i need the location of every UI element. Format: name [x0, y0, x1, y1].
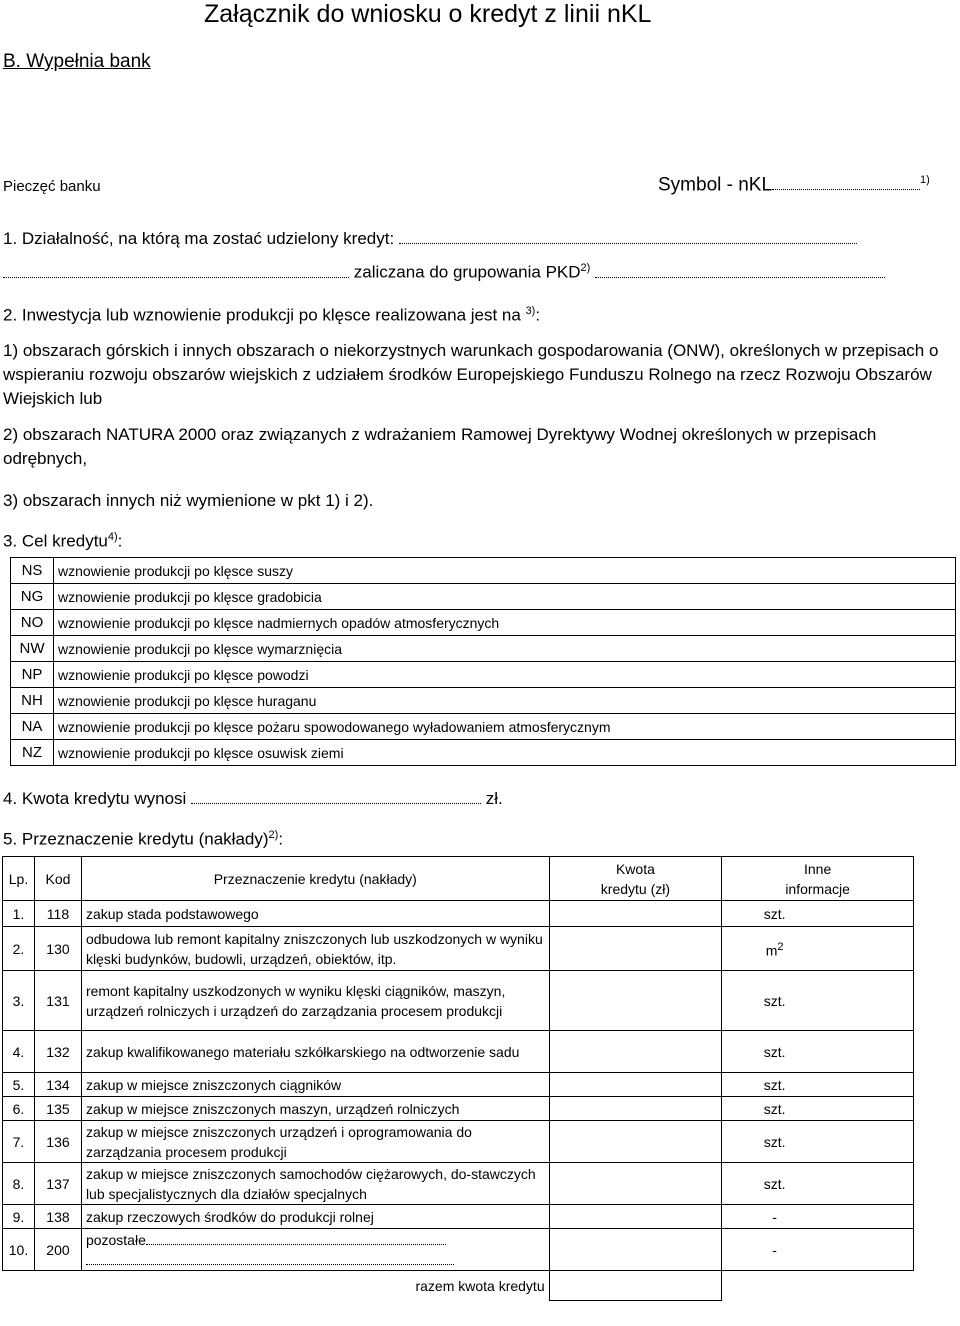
purpose-lp: 1. — [3, 901, 35, 927]
goal-table — [10, 557, 956, 766]
purpose-code: 134 — [34, 1073, 81, 1097]
activity-dotted-line-2[interactable] — [3, 277, 349, 278]
purpose-code: 130 — [34, 927, 81, 971]
purpose-description: zakup kwalifikowanego materiału szkółkarskiego na odtworzenie sadu — [81, 1031, 549, 1073]
goal-row — [11, 558, 956, 584]
pkd-dotted-line[interactable] — [595, 277, 885, 278]
purpose-unit: - — [722, 1229, 914, 1271]
amount-field[interactable] — [3, 789, 503, 809]
goal-description: wznowienie produkcji po klęsce huraganu — [54, 688, 956, 714]
header-kod: Kod — [34, 857, 81, 901]
unit-superscript: 2 — [777, 940, 784, 953]
purpose-unit: szt. — [722, 971, 914, 1031]
activity-field[interactable] — [3, 229, 857, 249]
header-amount: Kwota kredytu (zł) — [549, 857, 722, 901]
purpose-row — [3, 927, 914, 971]
goal-code: NH — [11, 688, 54, 714]
section-label: B. Wypełnia bank — [3, 51, 151, 72]
purpose-amount-cell[interactable] — [549, 1097, 722, 1121]
activity-dotted-line[interactable] — [399, 243, 857, 244]
purpose-lp: 8. — [3, 1163, 35, 1205]
purpose-description: zakup w miejsce zniszczonych urządzeń i oprogramowania do zarządzania procesem produkcji — [81, 1121, 549, 1163]
investment-option-3: 3) obszarach innych niż wymienione w pkt 1) i 2). — [3, 491, 374, 510]
stamp-label: Pieczęć banku — [3, 178, 101, 195]
purpose-description: zakup w miejsce zniszczonych samochodów ciężarowych, do-stawczych lub specjalistycznych dla działów specjalnych — [81, 1163, 549, 1205]
goal-label: 3. Cel kredytu — [3, 531, 108, 551]
goal-code: NA — [11, 714, 54, 740]
total-label: razem kwota kredytu — [3, 1271, 550, 1301]
investment-option-1: 1) obszarach górskich i innych obszarach o niekorzystnych warunkach gospodarowania (ONW), określonych w przepisach o wspieraniu rozwoju obszarów wiejskich z udziałem środków Europejskiego Funduszu Rolnego na rzecz Rozwoju Obszarów Wiejskich lub — [3, 341, 939, 408]
purpose-description: remont kapitalny uszkodzonych w wyniku klęski ciągników, maszyn, urządzeń rolniczych i urządzeń do zarządzania procesem produkcji — [81, 971, 549, 1031]
goal-row — [11, 610, 956, 636]
purpose-row — [3, 901, 914, 927]
purpose-description: zakup rzeczowych środków do produkcji rolnej — [81, 1205, 549, 1229]
purpose-description: zakup stada podstawowego — [81, 901, 549, 927]
symbol-footnote: 1) — [920, 174, 930, 186]
goal-description: wznowienie produkcji po klęsce osuwisk ziemi — [54, 740, 956, 766]
purpose-code: 200 — [34, 1229, 81, 1271]
purpose-description: zakup w miejsce zniszczonych maszyn, urządzeń rolniczych — [81, 1097, 549, 1121]
purpose-row — [3, 1031, 914, 1073]
amount-dotted-line[interactable] — [191, 803, 481, 804]
goal-row — [11, 584, 956, 610]
purpose-row — [3, 1097, 914, 1121]
purpose-unit: szt. — [722, 1031, 914, 1073]
purpose-amount-cell[interactable] — [549, 1073, 722, 1097]
purpose-unit: szt. — [722, 901, 914, 927]
purpose-heading: 5. Przeznaczenie kredytu (nakłady)$^{2)}$: — [3, 829, 284, 849]
goal-description: wznowienie produkcji po klęsce wymarznięcia — [54, 636, 956, 662]
purpose-code: 118 — [34, 901, 81, 927]
total-empty — [722, 1271, 914, 1301]
investment-label: 2. Inwestycja lub wznowienie produkcji po klęsce realizowana jest na — [3, 305, 521, 325]
goal-code: NW — [11, 636, 54, 662]
amount-unit: zł. — [485, 789, 503, 808]
header-purpose: Przeznaczenie kredytu (nakłady) — [81, 857, 549, 901]
purpose-total-row — [3, 1271, 914, 1301]
goal-description: wznowienie produkcji po klęsce suszy — [54, 558, 956, 584]
pkd-field[interactable] — [3, 262, 885, 283]
goal-row — [11, 662, 956, 688]
purpose-code: 132 — [34, 1031, 81, 1073]
purpose-row — [3, 1121, 914, 1163]
purpose-table — [2, 856, 914, 1301]
purpose-unit: - — [722, 1205, 914, 1229]
purpose-description: odbudowa lub remont kapitalny zniszczonych lub uszkodzonych w wyniku klęski budynków, budowli, urządzeń, obiektów, itp. — [81, 927, 549, 971]
purpose-code: 131 — [34, 971, 81, 1031]
goal-description: wznowienie produkcji po klęsce gradobicia — [54, 584, 956, 610]
document-title: Załącznik do wniosku o kredyt z linii nKL — [204, 0, 652, 28]
purpose-amount-cell[interactable] — [549, 1205, 722, 1229]
goal-row — [11, 636, 956, 662]
goal-description: wznowienie produkcji po klęsce powodzi — [54, 662, 956, 688]
pkd-label: zaliczana do grupowania PKD — [353, 262, 581, 282]
purpose-code: 135 — [34, 1097, 81, 1121]
purpose-row — [3, 1073, 914, 1097]
purpose-unit: szt. — [722, 1097, 914, 1121]
goal-description: wznowienie produkcji po klęsce nadmiernych opadów atmosferycznych — [54, 610, 956, 636]
goal-footnote: 4) — [107, 531, 118, 543]
purpose-lp: 10. — [3, 1229, 35, 1271]
purpose-label: 5. Przeznaczenie kredytu (nakłady) — [3, 829, 269, 849]
purpose-lp: 7. — [3, 1121, 35, 1163]
symbol-label: Symbol - nKL — [658, 174, 773, 196]
purpose-code: 136 — [34, 1121, 81, 1163]
purpose-unit: szt. — [722, 1163, 914, 1205]
purpose-description: zakup w miejsce zniszczonych ciągników — [81, 1073, 549, 1097]
purpose-lp: 9. — [3, 1205, 35, 1229]
symbol-field[interactable] — [658, 174, 930, 196]
total-amount-cell[interactable] — [549, 1271, 722, 1301]
purpose-lp: 3. — [3, 971, 35, 1031]
goal-row — [11, 740, 956, 766]
goal-code: NO — [11, 610, 54, 636]
header-other-info: Inne informacje — [722, 857, 914, 901]
goal-code: NG — [11, 584, 54, 610]
other-dotted-line-2[interactable] — [86, 1264, 454, 1265]
purpose-amount-cell[interactable] — [549, 1229, 722, 1271]
purpose-amount-cell[interactable] — [549, 901, 722, 927]
other-dotted-line[interactable] — [146, 1244, 446, 1245]
purpose-header-row — [3, 857, 914, 901]
purpose-amount-cell[interactable] — [549, 1163, 722, 1205]
purpose-row — [3, 1205, 914, 1229]
purpose-code: 138 — [34, 1205, 81, 1229]
purpose-row — [3, 971, 914, 1031]
purpose-row — [3, 1163, 914, 1205]
investment-option-2: 2) obszarach NATURA 2000 oraz związanych z wdrażaniem Ramowej Dyrektywy Wodnej określonych w przepisach odrębnych, — [3, 425, 877, 468]
purpose-amount-cell[interactable] — [549, 1121, 722, 1163]
amount-label: 4. Kwota kredytu wynosi — [3, 789, 187, 808]
purpose-unit: $m^2$ — [722, 927, 914, 971]
purpose-lp: 6. — [3, 1097, 35, 1121]
purpose-row — [3, 1229, 914, 1271]
purpose-amount-cell[interactable] — [549, 927, 722, 971]
investment-footnote: 3) — [525, 305, 536, 317]
goal-row — [11, 688, 956, 714]
purpose-description[interactable]: pozostałe — [81, 1229, 549, 1271]
purpose-unit: szt. — [722, 1073, 914, 1097]
goal-description: wznowienie produkcji po klęsce pożaru spowodowanego wyładowaniem atmosferycznym — [54, 714, 956, 740]
symbol-dotted-line[interactable] — [772, 189, 920, 190]
purpose-unit: szt. — [722, 1121, 914, 1163]
goal-code: NS — [11, 558, 54, 584]
purpose-lp: 5. — [3, 1073, 35, 1097]
investment-heading: 2. Inwestycja lub wznowienie produkcji po klęsce realizowana jest na $^{3)}$: — [3, 305, 541, 325]
purpose-code: 137 — [34, 1163, 81, 1205]
goal-code: NP — [11, 662, 54, 688]
purpose-lp: 2. — [3, 927, 35, 971]
purpose-lp: 4. — [3, 1031, 35, 1073]
goal-heading: 3. Cel kredytu$^{4)}$: — [3, 531, 123, 551]
activity-label: 1. Działalność, na którą ma zostać udzielony kredyt: — [3, 229, 395, 248]
header-lp: Lp. — [3, 857, 35, 901]
goal-row — [11, 714, 956, 740]
purpose-amount-cell[interactable] — [549, 971, 722, 1031]
purpose-amount-cell[interactable] — [549, 1031, 722, 1073]
goal-code: NZ — [11, 740, 54, 766]
pkd-footnote: 2) — [580, 262, 591, 274]
purpose-footnote: 2) — [268, 829, 279, 841]
